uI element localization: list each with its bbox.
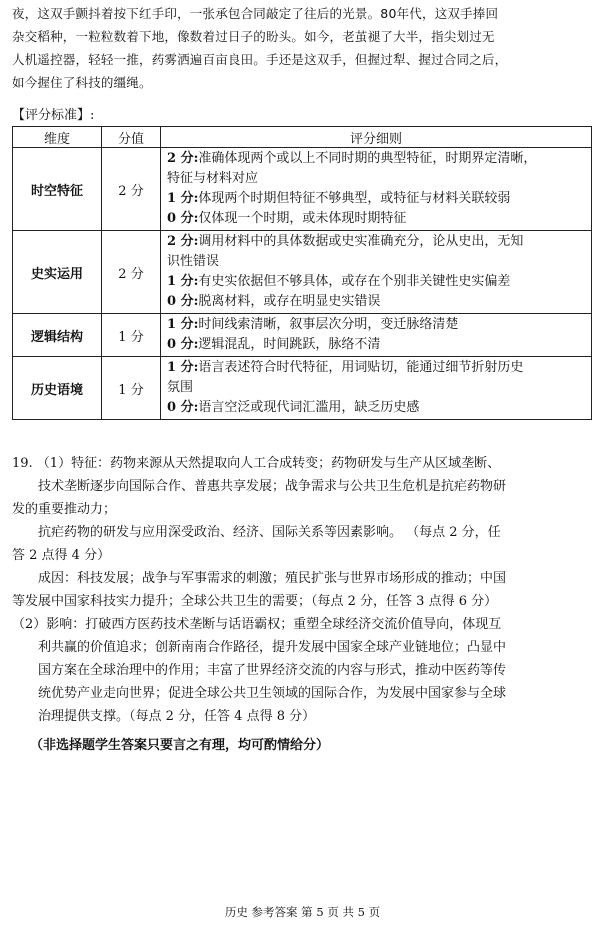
criteria-text: 时间线索清晰，叙事层次分明，变迁脉络清楚 (198, 317, 459, 332)
detail-cell (161, 231, 592, 314)
dimension-cell: 逻辑结构 (13, 314, 102, 357)
points-label: 0 分: (167, 400, 199, 415)
table-row (13, 148, 592, 231)
points-label: 1 分: (167, 274, 199, 289)
answer-section (12, 452, 592, 728)
table-row (13, 314, 592, 357)
answer-line: 国方案在全球治理中的作用；丰富了世界经济交流的内容与形式，推动中医药等传 (38, 663, 507, 678)
dimension-cell: 时空特征 (13, 148, 102, 231)
intro-line: 夜，这双手颤抖着按下红手印，一张承包合同敲定了往后的光景。80年代，这双手捧回 (12, 6, 499, 21)
points-label: 2 分: (167, 151, 199, 166)
answer-line: 治理提供支撑。（每点 2 分，任答 4 点得 8 分） (38, 709, 316, 724)
score-cell: 2 分 (102, 231, 161, 314)
grading-note: （非选择题学生答案只要言之有理，均可酌情给分） (30, 738, 330, 753)
criteria-text: 有史实依据但不够具体，或存在个别非关键性史实偏差 (198, 274, 511, 289)
intro-paragraph (12, 2, 594, 94)
answer-line: 统优势产业走向世界；促进全球公共卫生领域的国际合作，为发展中国家参与全球 (38, 686, 507, 701)
criteria-text: 语言空泛或现代词汇滥用，缺乏历史感 (198, 400, 420, 415)
answer-line: 答 2 点得 4 分） (12, 548, 111, 563)
criteria-text: 调用材料中的具体数据或史实准确充分，论从史出，无知 (198, 234, 524, 249)
points-label: 0 分: (167, 337, 199, 352)
points-label: 0 分: (167, 294, 199, 309)
column-header-details: 评分细则 (161, 127, 592, 148)
criteria-text: 体现两个时期但特征不够典型，或特征与材料关联较弱 (198, 191, 511, 206)
criteria-text: 逻辑混乱，时间跳跃，脉络不清 (198, 337, 381, 352)
table-header-row (13, 127, 592, 148)
criteria-text: 仅体现一个时期，或未体现时期特征 (198, 211, 407, 226)
criteria-text: 特征与材料对应 (167, 171, 259, 186)
intro-line: 人机遥控器，轻轻一推，药雾洒遍百亩良田。手还是这双手，但握过犁、握过合同之后， (12, 52, 508, 67)
criteria-text: 识性错误 (167, 254, 220, 269)
criteria-text: 准确体现两个或以上不同时期的典型特征，时期界定清晰， (198, 151, 537, 166)
points-label: 2 分: (167, 234, 199, 249)
column-header-dimension: 维度 (13, 127, 102, 148)
intro-line: 杂交稻种，一粒粒数着下地，像数着过日子的盼头。如今，老茧褪了大半，指尖划过无 (12, 29, 495, 44)
rubric-table (12, 126, 592, 420)
points-label: 1 分: (167, 360, 199, 375)
score-cell: 1 分 (102, 314, 161, 357)
detail-cell (161, 314, 592, 357)
answer-line: 成因：科技发展；战争与军事需求的刺激；殖民扩张与世界市场形成的推动；中国 (38, 571, 507, 586)
answer-line: 技术垄断逐步向国际合作、普惠共享发展；战争需求与公共卫生危机是抗疟药物研 (38, 479, 507, 494)
table-row (13, 357, 592, 420)
points-label: 1 分: (167, 317, 199, 332)
answer-line: 利共赢的价值追求；创新南南合作路径，提升发展中国家全球产业链地位；凸显中 (38, 640, 507, 655)
rubric-heading: 【评分标准】: (12, 108, 95, 123)
page-footer: 历史 参考答案 第 5 页 共 5 页 (224, 905, 381, 919)
criteria-text: 脱离材料，或存在明显史实错误 (198, 294, 381, 309)
table-row (13, 231, 592, 314)
answer-line: 19. （1）特征：药物来源从天然提取向人工合成转变；药物研发与生产从区域垄断、 (12, 456, 501, 471)
criteria-text: 氛围 (167, 380, 194, 395)
detail-cell (161, 357, 592, 420)
answer-line: 发的重要推动力； (12, 502, 117, 517)
dimension-cell: 历史语境 (13, 357, 102, 420)
points-label: 1 分: (167, 191, 199, 206)
points-label: 0 分: (167, 211, 199, 226)
criteria-text: 语言表述符合时代特征，用词贴切，能通过细节折射历史 (198, 360, 524, 375)
score-cell: 2 分 (102, 148, 161, 231)
column-header-score: 分值 (102, 127, 161, 148)
answer-line: 等发展中国家科技实力提升；全球公共卫生的需要；（每点 2 分，任答 3 点得 6 分） (12, 594, 498, 609)
answer-line: 抗疟药物的研发与应用深受政治、经济、国际关系等因素影响。 （每点 2 分，任 (38, 525, 501, 540)
intro-line: 如今握住了科技的缰绳。 (12, 75, 152, 90)
answer-line: （2）影响：打破西方医药技术垄断与话语霸权；重塑全球经济交流价值导向，体现互 (12, 617, 502, 632)
score-cell: 1 分 (102, 357, 161, 420)
detail-cell (161, 148, 592, 231)
dimension-cell: 史实运用 (13, 231, 102, 314)
